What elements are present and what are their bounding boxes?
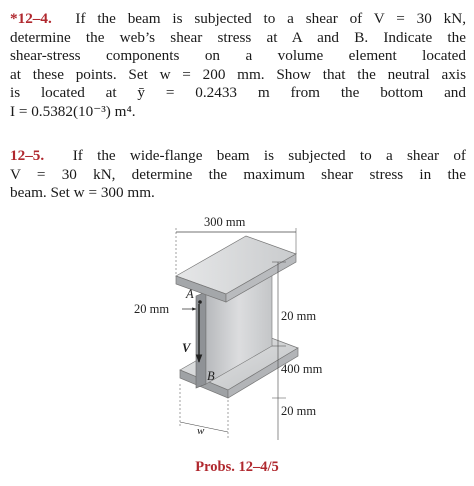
dim-top-flange-label: 20 mm	[281, 309, 317, 323]
label-v: V	[182, 341, 191, 355]
problem-line: determine the web’s shear stress at A and B. Indicate the	[10, 28, 466, 46]
problem-line: V = 30 kN, determine the maximum shear stress in the	[10, 165, 466, 183]
problem-number: 12–5.	[10, 147, 45, 164]
dim-bottom-flange-label: 20 mm	[281, 404, 317, 418]
dim-web-label: 20 mm	[134, 302, 170, 316]
problem-line: is located at ȳ = 0.2433 m from the bottom and	[10, 84, 466, 102]
label-w: w	[197, 425, 205, 437]
dim-height-label: 400 mm	[281, 362, 323, 376]
problem-line: at these points. Set w = 200 mm. Show that the neutral axis	[10, 65, 466, 83]
problem-line: If the beam is subjected to a shear of V = 30 kN,	[75, 10, 467, 27]
dim-top-label: 300 mm	[204, 215, 246, 229]
problem-line: If the wide-flange beam is subjected to a shear of	[72, 147, 466, 164]
problem-line: beam. Set w = 300 mm.	[10, 184, 155, 202]
problem-line: shear-stress components on a volume element located	[10, 47, 466, 65]
point-a-dot	[198, 300, 202, 304]
label-b: B	[207, 369, 215, 383]
label-a: A	[186, 287, 194, 301]
figure-caption: Probs. 12–4/5	[195, 459, 279, 475]
problem-number: *12–4.	[10, 10, 52, 27]
problem-line: I = 0.5382(10⁻³) m⁴.	[10, 102, 136, 120]
